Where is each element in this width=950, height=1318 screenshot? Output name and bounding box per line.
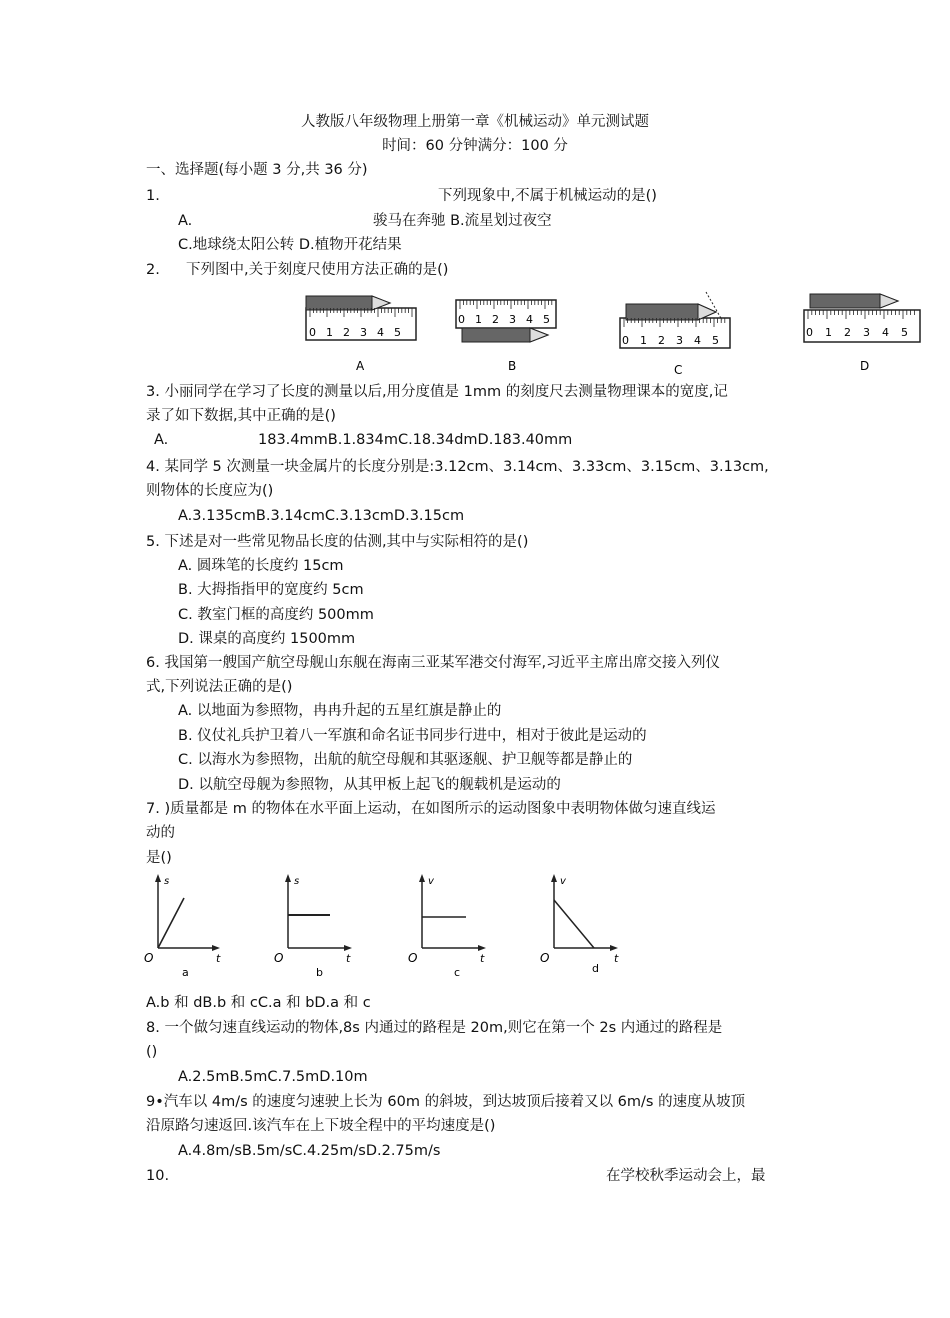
q6-option-d: D. 以航空母舰为参照物，从其甲板上起飞的舰载机是运动的: [178, 777, 561, 793]
tick-label: 3: [676, 334, 683, 347]
tick-label: 4: [882, 326, 889, 339]
tick-label: 0: [458, 313, 465, 326]
tick-label: 5: [901, 326, 908, 339]
q9-options: A.4.8m/sB.5m/sC.4.25m/sD.2.75m/s: [178, 1143, 441, 1159]
q7-motion-graphs: [140, 872, 640, 982]
graph-c-caption: c: [454, 966, 461, 979]
q7-line2: 动的: [146, 825, 175, 841]
q3-line2: 录了如下数据,其中正确的是(): [146, 408, 336, 424]
graph-a-origin: O: [144, 951, 154, 965]
tick-label: 4: [526, 313, 533, 326]
q2-ruler-figures: [298, 290, 928, 380]
q8-options: A.2.5mB.5mC.7.5mD.10m: [178, 1069, 368, 1085]
tick-label: 5: [712, 334, 719, 347]
graph-a-caption: a: [182, 966, 189, 979]
q2-stem: 下列图中,关于刻度尺使用方法正确的是(): [186, 262, 449, 278]
graph-d-x-label: t: [614, 952, 619, 965]
figure-label-d: D: [860, 359, 870, 373]
q5-option-a: A. 圆珠笔的长度约 15cm: [178, 558, 344, 574]
tick-label: 1: [326, 326, 333, 339]
q7-options: A.b 和 dB.b 和 cC.a 和 bD.a 和 c: [146, 995, 371, 1011]
q8-line1: 8. 一个做匀速直线运动的物体,8s 内通过的路程是 20m,则它在第一个 2s 内通过的路程是: [146, 1020, 723, 1036]
tick-label: 2: [343, 326, 350, 339]
graph-c: [408, 874, 486, 979]
q6-option-b: B. 仪仗礼兵护卫着八一军旗和命名证书同步行进中，相对于彼此是运动的: [178, 728, 647, 744]
tick-label: 0: [309, 326, 316, 339]
q3-option-a-label: A.: [154, 432, 169, 448]
figure-label-c: C: [674, 363, 683, 377]
graph-b-x-label: t: [346, 952, 351, 965]
ruler-figure-a: [306, 296, 416, 373]
q6-line2: 式,下列说法正确的是(): [146, 679, 293, 695]
q4-line1: 4. 某同学 5 次测量一块金属片的长度分别是:3.12cm、3.14cm、3.33cm、3.15cm、3.13cm,: [146, 459, 769, 475]
tick-label: 1: [475, 313, 482, 326]
tick-label: 0: [806, 326, 813, 339]
q1-stem: 下列现象中,不属于机械运动的是(): [438, 188, 657, 204]
q1-option-a-label: A.: [178, 213, 193, 229]
q5-option-b: B. 大拇指指甲的宽度约 5cm: [178, 582, 364, 598]
graph-b-caption: b: [316, 966, 323, 979]
q7-line1: 7. )质量都是 m 的物体在水平面上运动，在如图所示的运动图象中表明物体做匀速直线运: [146, 801, 716, 817]
figure-label-a: A: [356, 359, 365, 373]
graph-d: [540, 874, 619, 975]
q3-line1: 3. 小丽同学在学习了长度的测量以后,用分度值是 1mm 的刻度尺去测量物理课本的宽度,记: [146, 384, 728, 400]
ruler-figure-b: [456, 300, 556, 373]
graph-d-y-label: v: [560, 876, 566, 887]
figure-label-b: B: [508, 359, 517, 373]
graph-a-line: [158, 898, 184, 948]
q10-text: 在学校秋季运动会上，最: [606, 1168, 766, 1184]
q9-line1: 9•汽车以 4m/s 的速度匀速驶上长为 60m 的斜坡，到达坡顶后接着又以 6m/s 的速度从坡顶: [146, 1094, 746, 1110]
q7-line3: 是(): [146, 850, 172, 866]
graph-c-x-label: t: [480, 952, 485, 965]
q4-line2: 则物体的长度应为(): [146, 483, 274, 499]
tick-label: 3: [360, 326, 367, 339]
graph-d-line: [554, 900, 594, 948]
graph-a-x-label: t: [216, 952, 221, 965]
tick-label: 1: [825, 326, 832, 339]
q4-options: A.3.135cmB.3.14cmC.3.13cmD.3.15cm: [178, 508, 465, 524]
q1-options-ab: 骏马在奔驰 B.流星划过夜空: [373, 213, 552, 229]
tick-label: 5: [543, 313, 550, 326]
graph-b: [274, 874, 352, 979]
q5-option-c: C. 教室门框的高度约 500mm: [178, 607, 374, 623]
page-subtitle: 时间：60 分钟满分：100 分: [382, 138, 568, 154]
graph-b-origin: O: [274, 951, 284, 965]
graph-a-y-label: s: [164, 876, 170, 887]
ruler-figure-d: [804, 294, 920, 373]
graph-c-y-label: v: [428, 876, 434, 887]
q3-options: 183.4mmB.1.834mC.18.34dmD.183.40mm: [258, 432, 573, 448]
graph-d-origin: O: [540, 951, 550, 965]
tick-label: 3: [863, 326, 870, 339]
tick-label: 2: [844, 326, 851, 339]
q9-line2: 沿原路匀速返回.该汽车在上下坡全程中的平均速度是(): [146, 1118, 496, 1134]
ruler-figure-c: [620, 292, 730, 377]
q5-option-d: D. 课桌的高度约 1500mm: [178, 631, 356, 647]
tick-label: 2: [658, 334, 665, 347]
graph-a: [144, 874, 221, 979]
q6-line1: 6. 我国第一艘国产航空母舰山东舰在海南三亚某军港交付海军,习近平主席出席交接入列仪: [146, 655, 721, 671]
page-title: 人教版八年级物理上册第一章《机械运动》单元测试题: [301, 114, 649, 130]
q2-number: 2.: [146, 262, 160, 278]
tick-label: 2: [492, 313, 499, 326]
graph-d-caption: d: [592, 962, 599, 975]
q10-number: 10.: [146, 1168, 170, 1184]
graph-b-y-label: s: [294, 876, 300, 887]
tick-label: 4: [377, 326, 384, 339]
q5-stem: 5. 下述是对一些常见物品长度的估测,其中与实际相符的是(): [146, 534, 529, 550]
tick-label: 3: [509, 313, 516, 326]
tick-label: 0: [622, 334, 629, 347]
q8-line2: (): [146, 1044, 158, 1060]
q6-option-a: A. 以地面为参照物，冉冉升起的五星红旗是静止的: [178, 703, 502, 719]
tick-label: 1: [640, 334, 647, 347]
graph-c-origin: O: [408, 951, 418, 965]
q1-number: 1.: [146, 188, 160, 204]
q6-option-c: C. 以海水为参照物，出航的航空母舰和其驱逐舰、护卫舰等都是静止的: [178, 752, 633, 768]
q1-options-cd: C.地球绕太阳公转 D.植物开花结果: [178, 237, 402, 253]
tick-label: 4: [694, 334, 701, 347]
tick-label: 5: [394, 326, 401, 339]
section-heading: 一、选择题(每小题 3 分,共 36 分): [146, 162, 368, 178]
